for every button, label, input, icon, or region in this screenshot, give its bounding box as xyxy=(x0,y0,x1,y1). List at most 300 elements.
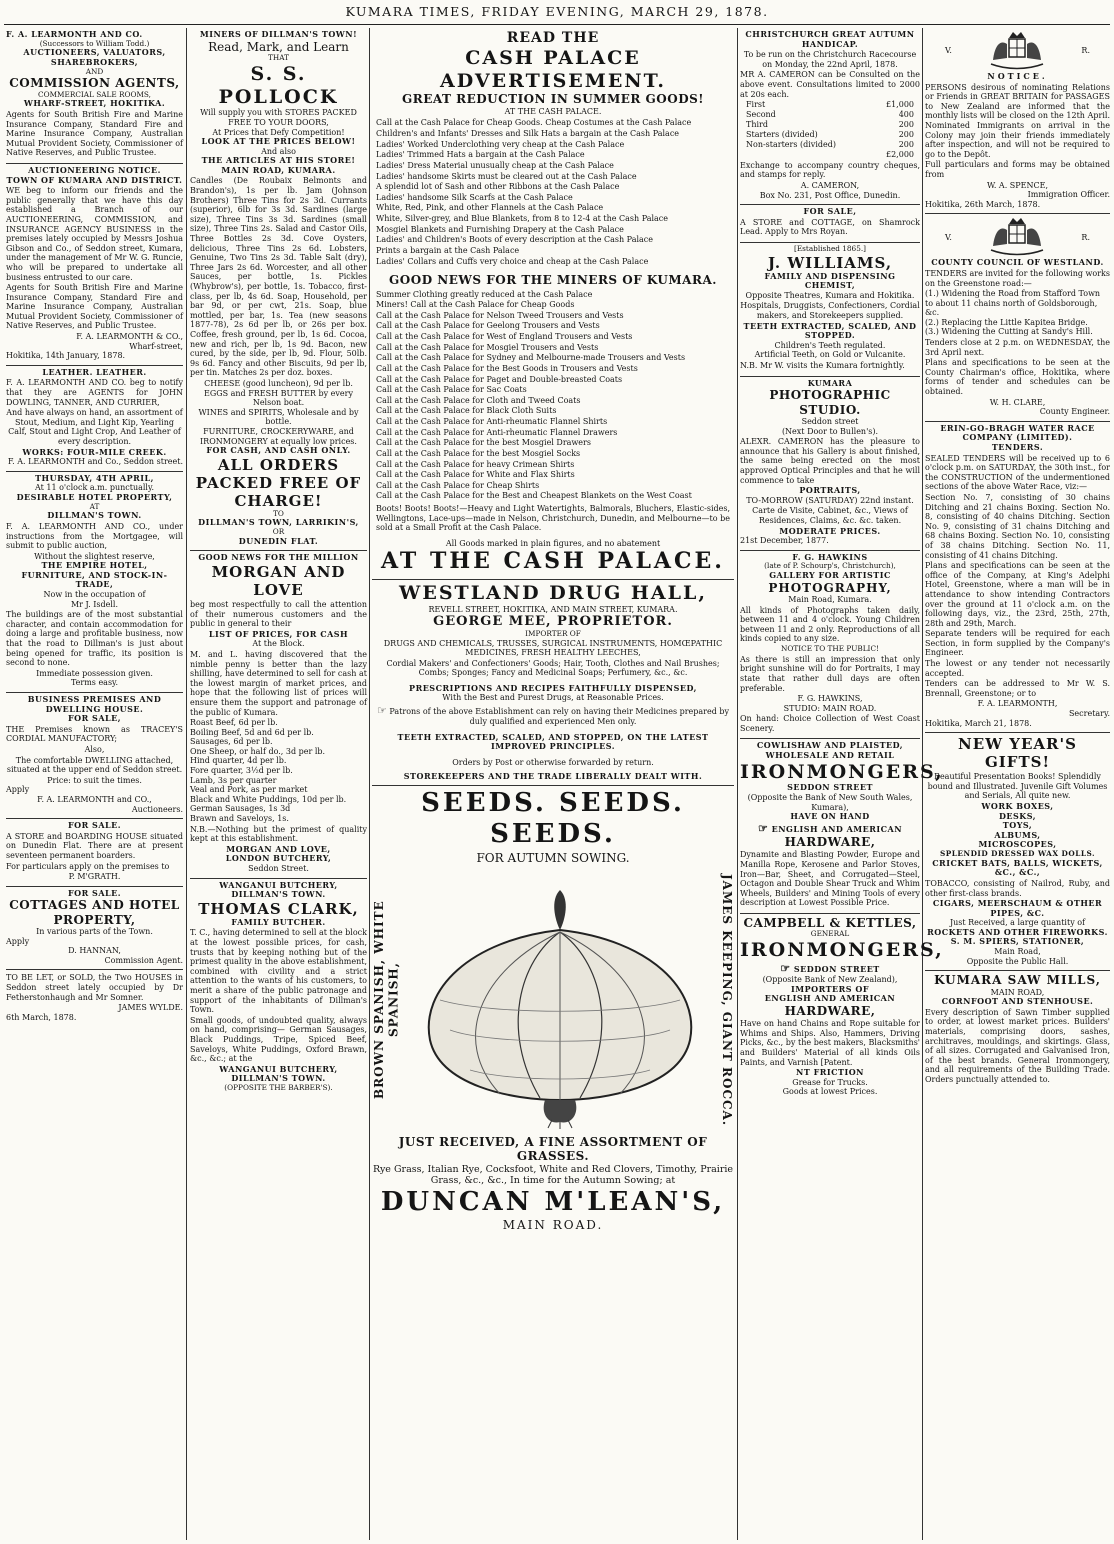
ad-or: OR xyxy=(272,527,285,537)
list-item: Call at the Cash Palace for Nelson Tweed Trousers and Vests xyxy=(376,310,624,320)
ad-title: KUMARA SAW MILLS, xyxy=(934,973,1101,988)
auction-notice xyxy=(6,164,183,366)
meat-price-list xyxy=(190,718,367,824)
ad-title: COUNTY COUNCIL OF WESTLAND. xyxy=(931,257,1104,268)
ad-head: MINERS OF DILLMAN'S TOWN! xyxy=(199,29,358,39)
ad-best-drugs: With the Best and Purest Drugs, at Reasonable Prices. xyxy=(442,693,664,703)
ad-road: Main Road, Kumara. xyxy=(788,595,872,605)
list-item: Call at the Cash Palace for Anti-rheumatic Flannel Shirts xyxy=(376,417,608,427)
column-divider xyxy=(737,28,738,1540)
list-item: Call at the Cash Palace for the best Mosgiel Socks xyxy=(376,448,581,458)
list-item: White, Red, Pink, and other Flannels at the Cash Palace xyxy=(376,203,604,213)
ad-body: Agents for South British Fire and Marine Insurance Company, Standard Fire and Marine Insurance Company, Australian Mutual Provident Society, Commissioner of Native Reserves, and Public Trustee. xyxy=(6,283,183,331)
saw-mills-ad xyxy=(925,971,1110,1089)
ad-eng: ENGLISH AND AMERICAN xyxy=(771,823,903,834)
ad-subtitle: WHOLESALE AND RETAIL xyxy=(765,750,895,761)
ad-signature: Commission Agent. xyxy=(104,955,183,965)
ad-road: MAIN ROAD, KUMARA. xyxy=(221,164,336,175)
ad-eng-line xyxy=(740,822,920,835)
crest-r: R. xyxy=(1081,232,1090,242)
list-item: Call at the Cash Palace for Sydney and Melbourne-made Trousers and Vests xyxy=(376,353,686,363)
ad-title: CAMPBELL & KETTLES, xyxy=(743,915,917,930)
onion-varieties-left: BROWN SPANISH, WHITE SPANISH, xyxy=(372,900,401,1100)
list-item: Ladies' handsome Silk Scarfs at the Cash Palace xyxy=(376,192,573,202)
ad-title: SEEDS. SEEDS. SEEDS. xyxy=(421,788,685,850)
ad-storekeepers: STOREKEEPERS AND THE TRADE LIBERALLY DEALT WITH. xyxy=(403,770,703,781)
ad-body: Have on hand Chains and Rope suitable for Whims and Ships. Also, Hammers, Driving Picks, &c., by the best makers, Blacksmiths' and Builders' Material of all kinds Oils Paints, and Varnish [Patent. xyxy=(740,1019,920,1067)
ad-body: In various parts of the Town. xyxy=(36,927,153,937)
column-1 xyxy=(6,28,183,1540)
pointing-hand-icon: ☞ xyxy=(780,961,791,975)
ad-prescriptions: PRESCRIPTIONS AND RECIPES FAITHFULLY DISPENSED, xyxy=(409,682,697,693)
ad-addressed: Tenders can be addressed to Mr W. S. Brennall, Greenstone; or to xyxy=(925,679,1110,698)
ad-body: T. C., having determined to sell at the block at the lowest possible prices, for cash, trusts that by keeping nothing but of the primest quality in the above establishment, combined with civility and a strict attention to the wants of his customers, to merit a share of the public patronage and support of the inhabitants of Dillman's Town. xyxy=(190,928,367,1015)
ad-signature: WANGANUI BUTCHERY, xyxy=(219,1063,338,1074)
ad-close: Tenders close at 2 p.m. on WEDNESDAY, the 3rd April next. xyxy=(925,338,1110,357)
ad-role: FAMILY BUTCHER. xyxy=(231,916,326,927)
wanganui-butchery-ad xyxy=(190,879,367,1097)
ad-body: And have always on hand, an assortment of Stout, Medium, and Light Kip, Yearling Calf, Stout and Light Crop, And Leather of every description. xyxy=(6,408,183,447)
ad-signature: F. G. HAWKINS, xyxy=(797,694,863,704)
ad-opposite: Opposite the Public Hall. xyxy=(966,956,1069,966)
list-item: Ladies' Trimmed Hats a bargain at the Cash Palace xyxy=(376,150,585,160)
price-list: Candles (De Roubaix Belmonts and Brandon's), 1s per lb. Jam (Johnson Brothers) Three Tins for 2s 3d. Currants (superior), 6lb for 3s 3d. Sardines (large size), Three Tins 3s 3d. Sardines (small size), Three Tins 2s. Salad and Castor Oils, Three Bottles 2s 3d. Cove Oysters, delicious, Three Tins 2s 6d. Lobsters, Genuine, Two Tins 2s 3d. Table Salt (dry), Three Jars 2s 6d. Worcester, and all other Sauces, per bottle, 1s. Pickles (Whybrow's), per bottle, 1s. Tobacco, first-class, per lb, 4s 6d. Soap, Household, per bar 9d, or per cwt, 21s. Soap, blue mottled, per bar, 1s. Tea (new seasons 1877-78), 2s 6d per lb, or 26s per box. Coffee, fresh ground, per lb, 1s 6d. Cocoa, new and rich, per lb, 1s 9d. Bacon, new cured, by the side, per lb, 9d. Flour, 50lb. 9s 6d. Fancy and other Biscuits, 9d per lb, per tin. Matches 2s per doz. boxes. xyxy=(190,176,367,378)
ad-commission: COMMISSION AGENTS, xyxy=(9,76,180,91)
ad-that: THAT xyxy=(268,52,289,62)
hotel-sale-ad xyxy=(6,472,183,693)
williams-chemist-ad xyxy=(740,243,920,377)
ad-body: PERSONS desirous of nominating Relations or Friends in GREAT BRITAIN for PASSAGES to New Zealand are informed that the monthly lists will be closed on the 12th April. Nominated Immigrants on arrival in the Colony may join their friends immediately after inspection, and will not be required to go to the Depôt. xyxy=(925,82,1110,159)
ad-cricket: CRICKET BATS, BALLS, WICKETS, &C., &C., xyxy=(932,857,1103,878)
to-let-ad xyxy=(6,970,183,1026)
ad-autumn: FOR AUTUMN SOWING. xyxy=(476,850,630,865)
ad-body: Dynamite and Blasting Powder, Europe and Manilla Rope, Kerosene and Parlor Stoves, Iron—Bar, Sheet, and Corrugated—Steel, Octagon and Double Shear Truck and Whim Wheels, Builders' and Mining Tools of every description at Lowest Possible Price. xyxy=(740,850,920,908)
ad-grasses: Rye Grass, Italian Rye, Cocksfoot, White and Red Clovers, Timothy, Prairie Grass, &c., &c., In time for the Autumn Sowing; at xyxy=(372,1163,734,1187)
ad-articles: THE ARTICLES AT HIS STORE! xyxy=(201,155,356,166)
ad-rockets: ROCKETS AND OTHER FIREWORKS. xyxy=(927,926,1108,937)
prize-table xyxy=(740,100,920,150)
ad-signature: F. A. LEARMONTH and Co., Seddon street. xyxy=(7,457,183,467)
list-item: Ladies' Worked Underclothing very cheap at the Cash Palace xyxy=(376,139,625,149)
list-item: Call at the Cash Palace for the Best Goods in Trousers and Vests xyxy=(376,363,638,373)
ad-body: COTTAGES AND HOTEL PROPERTY, xyxy=(9,898,180,927)
store-sale-ad xyxy=(6,819,183,887)
ad-sections: Section No. 7, consisting of 30 chains Ditching and 21 chains Boxing. Section No. 8, consisting of 40 chains Ditching. Section No. 9, consisting of 31 chains Ditching and 68 chains Boxing. Section No. 10, consisting of 38 chains Ditching. Section No. 11, consisting of 41 chains Ditching. xyxy=(925,492,1110,560)
photo-studio-ad xyxy=(740,377,920,551)
ad-furniture: FURNITURE, AND STOCK-IN-TRADE, xyxy=(21,569,168,590)
ad-title: FOR SALE. xyxy=(67,820,122,831)
morgan-love-ad xyxy=(190,551,367,878)
prize-amount: £1,000 xyxy=(886,100,914,110)
ad-gallery: GALLERY FOR ARTISTIC xyxy=(769,570,891,581)
learmonth-ad xyxy=(6,28,183,164)
ad-and: AND xyxy=(85,66,104,76)
ad-lowest: The lowest or any tender not necessarily accepted. xyxy=(925,659,1110,678)
ad-hardware: HARDWARE, xyxy=(784,835,876,850)
ad-also: Also, xyxy=(84,744,105,754)
ad-nb: N.B. Mr W. visits the Kumara fortnightly. xyxy=(740,361,905,370)
ad-subtitle: TOWN OF KUMARA AND DISTRICT. xyxy=(6,174,183,185)
price-item: Sausages, 6d per lb. xyxy=(190,737,273,747)
ad-signature: LONDON BUTCHERY, xyxy=(225,853,332,864)
price-item: Hind quarter, 4d per lb. xyxy=(190,756,287,766)
ad-occupant: Mr J. Isdell. xyxy=(70,599,118,609)
list-item: Ladies' Collars and Cuffs very choice and cheap at the Cash Palace xyxy=(376,256,649,266)
ad-on-hand: On hand: Choice Collection of West Coast Scenery. xyxy=(740,714,920,733)
ad-marked: All Goods marked in plain figures, and no abatement xyxy=(445,538,661,548)
list-item: Call at the Cash Palace for Cheap Goods. Cheap Costumes at the Cash Palace xyxy=(376,118,692,128)
prize-row xyxy=(740,130,920,140)
list-item: Prints a bargain at the Cash Palace xyxy=(376,245,520,255)
onion-illustration-row xyxy=(372,865,734,1135)
list-item: Call at the Cash Palace for West of England Trousers and Vests xyxy=(376,332,633,342)
price-item: Black and White Puddings, 10d per lb. xyxy=(190,794,347,804)
ad-role: County Engineer. xyxy=(1039,407,1110,417)
cowlishaw-ad xyxy=(740,739,944,914)
ad-body: Hospitals, Druggists, Confectioners, Cordial makers, and Storekeepers supplied. xyxy=(740,301,920,321)
ad-drugs: DRUGS AND CHEMICALS, TRUSSES, SURGICAL INSTRUMENTS, HOMŒPATHIC MEDICINES, FRESH HEALTHY LEECHES, xyxy=(383,638,723,658)
list-item: Children's and Infants' Dresses and Silk Hats a bargain at the Cash Palace xyxy=(376,129,680,138)
ad-signature: A. CAMERON, xyxy=(800,180,860,190)
ad-time: At 11 o'clock a.m. punctually. xyxy=(34,483,154,493)
ad-title: FOR SALE, xyxy=(803,206,857,217)
prize-label: Starters (divided) xyxy=(746,130,818,140)
ad-body: F. A. LEARMONTH AND CO. beg to notify that they are AGENTS for JOHN DOWLING, TANNER, AND CURRIER, xyxy=(6,378,183,407)
ad-also: And also xyxy=(261,146,296,156)
ad-street: SEDDON STREET xyxy=(793,963,880,974)
ad-signature: Wharf-street, xyxy=(129,341,183,351)
column-divider xyxy=(186,28,187,1540)
ad-body: ALEXR. CAMERON has the pleasure to announce that his Gallery is about finished, the same being erected on the most approved Optical Principles and that he will commence to take xyxy=(740,437,920,485)
ad-orders: ALL ORDERS PACKED FREE OF CHARGE! xyxy=(195,455,362,510)
cash-palace-list xyxy=(372,118,734,267)
list-item: Ladies' Dress Material unusually cheap at the Cash Palace xyxy=(376,160,614,170)
prize-amount: 200 xyxy=(898,120,914,130)
ad-at: AT THE CASH PALACE. xyxy=(504,106,602,116)
ad-street: WHARF-STREET, HOKITIKA. xyxy=(23,98,166,109)
ad-role: Secretary. xyxy=(1068,709,1110,719)
ad-sale: FOR SALE, xyxy=(67,713,122,724)
ad-address: Opposite Theatres, Kumara and Hokitika. xyxy=(745,290,915,300)
ad-tobacco: TOBACCO, consisting of Nailrod, Ruby, and other first-class brands. xyxy=(925,878,1110,898)
campbell-kettles-ad xyxy=(740,914,944,1101)
ad-proprietors: CORNFOOT AND STENHOUSE. xyxy=(941,996,1094,1007)
ad-proprietor: GEORGE MEE, PROPRIETOR. xyxy=(433,614,673,630)
ad-body: MR A. CAMERON can be Consulted on the above event. Consultations limited to 2000 at 20s each. xyxy=(740,70,920,99)
ad-title: BUSINESS PREMISES AND DWELLING HOUSE. xyxy=(27,694,162,714)
ad-toys: TOYS, xyxy=(1002,820,1033,831)
ad-apply: Apply xyxy=(6,936,30,946)
ad-subtitle: (Successors to William Todd.) xyxy=(39,38,150,48)
ad-body: The buildings are of the most substantial character, and contain accommodation for doing a large and profitable business, now that the road to Dillman's is just about being opened for traffic, its position is second to none. xyxy=(6,610,183,668)
ad-list-title: LIST OF PRICES, FOR CASH xyxy=(208,628,349,639)
pollock-ad xyxy=(190,28,367,551)
price-item: Brawn and Saveloys, 1s. xyxy=(190,814,289,824)
ad-body: beg most respectfully to call the attention of their numerous customers and the public in general to their xyxy=(190,599,367,629)
county-council-ad xyxy=(925,214,1110,422)
ad-at: AT xyxy=(89,501,100,511)
ad-separate: Separate tenders will be required for each Section, in form supplied by the Company's Engineer. xyxy=(925,629,1110,658)
ad-body: M. and L. having discovered that the nimble penny is better than the lazy shilling, have determined to sell for cash at the lowest margin of market prices, and hope that the following list of prices will ensure them the support and patronage of the public of Kumara. xyxy=(190,649,367,717)
ad-title: MORGAN AND LOVE xyxy=(211,562,346,599)
prize-label: Second xyxy=(746,110,776,120)
ad-teeth: TEETH EXTRACTED, SCALED, AND STOPPED, ON THE LATEST IMPROVED PRINCIPLES. xyxy=(397,731,709,752)
works-item: (1.) Widening the Road from Stafford Town to about 11 chains north of Goldsborough, &c. xyxy=(925,289,1101,318)
ad-signature: F. A. LEARMONTH, xyxy=(977,699,1058,709)
ad-title: S. S. POLLOCK xyxy=(218,62,339,108)
ad-body: A STORE and COTTAGE, on Shamrock Lead. Apply to Mrs Royan. xyxy=(740,217,920,237)
ad-body: THE Premises known as TRACEY'S CORDIAL MANUFACTORY; xyxy=(6,724,183,744)
ad-boots: Boots! Boots! Boots!—Heavy and Light Watertights, Balmorals, Bluchers, Elastic-sides, Wellingtons, Lace-ups—made in Nelson, Christchurch, Dunedin, and Melbourne—to be sold at a Small Profit at the Cash Palace. xyxy=(376,504,730,533)
drug-hall-ad xyxy=(372,580,734,786)
ad-title: WESTLAND DRUG HALL, xyxy=(399,581,707,604)
ad-work-boxes: WORK BOXES, xyxy=(981,801,1054,811)
ad-body: WE beg to inform our friends and the public generally that we have this day established a Branch of our AUCTIONEERING, COMMISSION, and INSURANCE AGENCY BUSINESS in the premises lately occupied by Messrs Joshua Gibson and Co., of Seddon street, Kumara, under the management of Mr W. G. Runcie, who will be prepared to undertake all business entrusted to our care. xyxy=(6,186,183,282)
ad-body: The comfortable DWELLING attached, situated at the upper end of Seddon street. xyxy=(6,755,183,775)
ad-title: FOR SALE. xyxy=(67,887,122,898)
ad-cordial: Cordial Makers' and Confectioners' Goods; Hair, Tooth, Clothes and Nail Brushes; Combs; Sponges; Fancy and Medicinal Soaps; Perfumery, &c., &c. xyxy=(386,658,720,678)
ad-hotel: THE EMPIRE HOTEL, xyxy=(41,560,148,571)
ad-signature: Seddon Street. xyxy=(248,864,309,874)
crest-r: R. xyxy=(1081,46,1090,56)
ad-body: Every description of Sawn Timber supplied to order, at lowest market prices. Builders' materials, comprising doors, sashes, architraves, mouldings, and skirtings. Glass, of all sizes. Corrugated and Galvanised Iron, of the best brands. General Ironmongery, and all requirements of the Building Trade. Orders punctually attended to. xyxy=(925,1007,1110,1084)
list-item: A splendid lot of Sash and other Ribbons at the Cash Palace xyxy=(376,182,620,192)
works-item: (3.) Widening the Cutting at Sandy's Hill. xyxy=(925,327,1093,337)
list-item: Call at the Cash Palace for Geelong Trousers and Vests xyxy=(376,321,600,331)
ad-signature: W. A. SPENCE, xyxy=(987,180,1048,190)
ad-title: J. WILLIAMS, xyxy=(767,253,893,272)
price-item: Fore quarter, 3½d per lb. xyxy=(190,766,293,776)
immigration-notice xyxy=(925,28,1110,214)
ad-friction: NT FRICTION xyxy=(796,1067,864,1078)
column-2 xyxy=(190,28,367,1540)
ad-eng: ENGLISH AND AMERICAN xyxy=(764,993,896,1004)
ad-eggs: EGGS and FRESH BUTTER by every Nelson boat. xyxy=(203,388,353,408)
ad-signature: Auctioneers. xyxy=(131,804,183,814)
ad-street: Seddon street xyxy=(801,416,859,426)
ad-title: LEATHER. LEATHER. xyxy=(42,366,147,377)
onion-illustration xyxy=(410,870,710,1130)
ad-importer: IMPORTER OF xyxy=(525,628,581,638)
list-item: White, Silver-grey, and Blue Blankets, from 8 to 12-4 at the Cash Palace xyxy=(376,214,669,223)
ad-signature: P. M'GRATH. xyxy=(68,872,121,882)
list-item: Call at the Cash Palace for the Best and Cheapest Blankets on the West Coast xyxy=(376,491,692,501)
prize-row xyxy=(740,100,920,110)
crest-v: V. xyxy=(945,232,952,242)
ad-artificial: Artificial Teeth, on Gold or Vulcanite. xyxy=(754,350,906,360)
ad-established: [Established 1865.] xyxy=(793,243,867,253)
ad-title: DESIRABLE HOTEL PROPERTY, xyxy=(16,491,173,502)
ad-body: F. A. LEARMONTH AND CO., under instructions from the Mortgagee, will submit to public auction, xyxy=(6,521,183,551)
ad-terms: Terms easy. xyxy=(70,678,119,688)
ad-dolls: SPLENDID DRESSED WAX DOLLS. xyxy=(939,848,1096,858)
ad-nb: N.B.—Nothing but the primest of quality kept at this establishment. xyxy=(190,824,367,844)
ad-headline: GOOD NEWS FOR THE MINERS OF KUMARA. xyxy=(389,273,717,288)
pointing-hand-icon: ☞ xyxy=(376,704,387,718)
column-5 xyxy=(925,28,1110,1540)
ad-goods: Goods at lowest Prices. xyxy=(782,1087,878,1097)
ad-dunedin: DUNEDIN FLAT. xyxy=(238,535,319,546)
ad-street: SEDDON STREET xyxy=(787,782,873,793)
prize-total: £2,000 xyxy=(886,150,914,160)
ad-body: All kinds of Photographs taken daily, between 11 and 4 o'clock. Young Children between 11 and 2 only. Reproductions of all kinds copied to any size. xyxy=(740,605,920,644)
list-item: Call at the Cash Palace for White and Flax Shirts xyxy=(376,470,575,480)
prize-row xyxy=(740,120,920,130)
price-item: Boiling Beef, 5d and 6d per lb. xyxy=(190,727,314,737)
ad-headline: GREAT REDUCTION IN SUMMER GOODS! xyxy=(401,92,705,107)
ad-plans: Plans and specifications to be seen at the County Chairman's office, Hokitika, where forms of tender and schedules can be obtained. xyxy=(925,358,1110,397)
list-item: Ladies' handsome Skirts must be cleared out at the Cash Palace xyxy=(376,171,637,181)
prize-label: Non-starters (divided) xyxy=(746,140,836,150)
ad-rooms: COMMERCIAL SALE ROOMS, xyxy=(38,89,151,99)
masthead: KUMARA TIMES, FRIDAY EVENING, MARCH 29, 1878. xyxy=(345,4,769,19)
ad-head: KUMARA xyxy=(807,377,853,388)
list-item: Summer Clothing greatly reduced at the Cash Palace xyxy=(376,289,593,299)
ad-just: Just Received, a large quantity of xyxy=(949,918,1086,928)
ad-patrons: Patrons of the above Establishment can rely on having their Medicines prepared by duly qualified and experienced Men only. xyxy=(389,707,730,727)
ad-patrons-line xyxy=(372,704,734,727)
ad-title: NEW YEAR'S GIFTS! xyxy=(958,735,1077,772)
ad-body: TO BE LET, or SOLD, the Two HOUSES in Seddon street lately occupied by Dr Fetherstonhaugh and Mr Somner. xyxy=(6,973,183,1002)
crest-row xyxy=(925,216,1110,258)
ad-general: GENERAL xyxy=(810,929,850,939)
ad-hardware: HARDWARE, xyxy=(784,1003,876,1018)
ad-signature: D. HANNAN, xyxy=(68,946,121,956)
ad-body: A STORE and BOARDING HOUSE situated on Dunedin Flat. There are at present seventeen permanent boarders. xyxy=(6,831,183,860)
seeds-ad xyxy=(372,786,734,1236)
ad-title: F. A. LEARMONTH AND CO. xyxy=(6,29,143,39)
price-item: Roast Beef, 6d per lb. xyxy=(190,718,278,728)
ad-signature: S. M. SPIERS, STATIONER, xyxy=(950,936,1085,947)
ad-tomorrow: TO-MORROW (SATURDAY) 22nd instant. xyxy=(746,495,914,505)
ad-possession: Immediate possession given. xyxy=(36,668,153,678)
ad-body: To be run on the Christchurch Racecourse on Monday, the 22nd April, 1878. xyxy=(743,50,917,69)
works-item: (2.) Replacing the Little Kapitea Bridge. xyxy=(925,317,1088,327)
prize-label: First xyxy=(746,100,766,110)
ad-date: Hokitika, March 21, 1878. xyxy=(925,718,1032,728)
prize-row xyxy=(740,140,920,150)
ad-place: DILLMAN'S TOWN. xyxy=(47,510,142,521)
ad-works: WORKS: FOUR-MILE CREEK. xyxy=(22,446,167,457)
list-item: Mosgiel Blankets and Furnishing Drapery at the Cash Palace xyxy=(376,224,624,234)
list-item: Ladies' and Children's Boots of every description at the Cash Palace xyxy=(376,235,653,245)
ad-head: GOOD NEWS FOR THE MILLION xyxy=(198,552,359,563)
ad-cash: FOR CASH, AND CASH ONLY. xyxy=(206,445,351,456)
ad-opposite: (Opposite Bank of New Zealand), xyxy=(762,975,898,985)
ad-title: NOTICE. xyxy=(987,71,1048,81)
column-3 xyxy=(372,28,734,1540)
ad-body: SEALED TENDERS will be received up to 6 o'clock p.m. on SATURDAY, the 30th inst., for the CONSTRUCTION of the undermentioned sections of the above Water Race, viz:— xyxy=(925,453,1110,492)
ad-date: Hokitika, 26th March, 1878. xyxy=(925,199,1041,209)
ad-desks: DESKS, xyxy=(998,810,1037,821)
prize-amount: 200 xyxy=(898,130,914,140)
ad-photography: PHOTOGRAPHY, xyxy=(768,580,892,595)
prize-row xyxy=(740,110,920,120)
ad-body: Small goods, of undoubted quality, always on hand, comprising— German Sausages, Black Puddings, Tripe, Spiced Beef, Saveloys, White Puddings, Oxford Brawn, &c., &c.; at the xyxy=(190,1015,367,1064)
ad-microscopes: MICROSCOPES, xyxy=(978,839,1057,850)
leather-ad xyxy=(6,366,183,472)
ad-teeth: TEETH EXTRACTED, SCALED, AND STOPPED. xyxy=(743,320,917,341)
ad-ironmongers: IRONMONGERS, xyxy=(740,760,944,783)
ad-signature: JAMES WYLDE. xyxy=(118,1003,183,1013)
ad-cartes: Carte de Visite, Cabinet, &c., Views of Residences, Claims, &c. &c. taken. xyxy=(752,506,908,525)
ad-exchange: Exchange to accompany country cheques, and stamps for reply. xyxy=(740,160,920,180)
ad-reserve: Without the slightest reserve, xyxy=(34,551,155,561)
list-item: Call at the Cash Palace for the best Mosgiel Drawers xyxy=(376,438,591,448)
ad-body: As there is still an impression that only bright sunshine will do for Portraits, I may state that rather dull days are often preferable. xyxy=(740,654,920,693)
ad-have: HAVE ON HAND xyxy=(790,811,870,822)
ad-places: DILLMAN'S TOWN, LARRIKIN'S, xyxy=(198,517,359,528)
list-item: Call at the Cash Palace for Paget and Double-breasted Coats xyxy=(376,374,623,384)
ad-role: Immigration Officer. xyxy=(1027,190,1110,200)
ad-tenders: TENDERS. xyxy=(991,442,1044,452)
ad-studio: STUDIO: MAIN ROAD. xyxy=(783,703,877,713)
ad-subtitle: (late of P. Schourp's, Christchurch), xyxy=(764,561,896,571)
ad-title: F. G. HAWKINS xyxy=(792,551,868,562)
ad-body: TENDERS are invited for the following works on the Greenstone road:— xyxy=(925,268,1110,288)
top-rule xyxy=(4,24,1110,25)
ad-title: THOMAS CLARK, xyxy=(198,899,359,918)
ad-road: Main Road, xyxy=(994,947,1041,957)
ad-date: THURSDAY, 4TH APRIL, xyxy=(35,472,154,483)
ad-price: Price: to suit the times. xyxy=(47,775,142,785)
ad-role: FAMILY AND DISPENSING CHEMIST, xyxy=(764,270,896,291)
ad-signature: W. H. CLARE, xyxy=(989,397,1046,407)
onion-varieties-right: JAMES KEEPING, GIANT ROCCA. xyxy=(719,873,734,1127)
price-item: Veal and Pork, as per market xyxy=(190,785,308,795)
list-item: Call at the Cash Palace for Anti-rheumatic Flannel Drawers xyxy=(376,427,618,437)
ad-date: Hokitika, 14th January, 1878. xyxy=(6,351,126,361)
list-item: Call at the Cash Palace for heavy Crimean Shirts xyxy=(376,459,575,469)
store-cottage-ad xyxy=(740,205,920,243)
ad-apply: Apply xyxy=(6,785,30,795)
ad-ironmongers: IRONMONGERS, xyxy=(740,939,944,962)
ad-body: Agents for South British Fire and Marine Insurance Company, Standard Fire and Marine Insurance Company, Australian Mutual Provident Society, Commissioner of Native Reserves, and Public Trustee. xyxy=(6,110,183,158)
ad-street-line xyxy=(740,962,920,975)
ad-body: For particulars apply on the premises to xyxy=(6,861,170,871)
ad-address: REVELL STREET, HOKITIKA, AND MAIN STREET, KUMARA. xyxy=(428,604,678,614)
ad-portraits: PORTRAITS, xyxy=(799,485,861,496)
column-4 xyxy=(740,28,944,1540)
crest-v: V. xyxy=(945,46,952,56)
ad-signature: F. A. LEARMONTH & CO., xyxy=(76,332,183,342)
hawkins-ad xyxy=(740,551,920,740)
ad-at: At the Block. xyxy=(252,639,305,649)
ad-signature: DILLMAN'S TOWN. xyxy=(231,1073,326,1084)
royal-crest-icon xyxy=(987,30,1047,72)
list-item: Call at the Cash Palace for Mosgiel Trousers and Vests xyxy=(376,342,599,352)
list-item: Call at the Cash Palace for Black Cloth Suits xyxy=(376,406,557,416)
price-item: Lamb, 3s per quarter xyxy=(190,775,277,785)
column-divider xyxy=(369,28,370,1540)
business-premises-ad xyxy=(6,693,183,819)
ad-just-received: JUST RECEIVED, A FINE ASSORTMENT OF GRASSES. xyxy=(398,1135,708,1164)
ad-head: WANGANUI BUTCHERY, DILLMAN'S TOWN. xyxy=(219,879,338,900)
prize-label: Third xyxy=(746,120,768,130)
ad-moderate: MODERATE PRICES. xyxy=(779,525,881,536)
ad-occupation: Now in the occupation of xyxy=(43,590,146,600)
ad-supply: Will supply you with STORES PACKED FREE TO YOUR DOORS, xyxy=(200,108,357,127)
ad-signature: (OPPOSITE THE BARBER'S). xyxy=(224,1082,333,1092)
ad-title: CASH PALACE ADVERTISEMENT. xyxy=(440,46,666,92)
ad-title: PHOTOGRAPHIC STUDIO. xyxy=(769,388,891,417)
price-item: German Sausages, 1s 3d xyxy=(190,804,291,814)
ad-orders: Orders by Post or otherwise forwarded by return. xyxy=(452,758,654,768)
ad-title: CHRISTCHURCH GREAT AUTUMN HANDICAP. xyxy=(745,29,915,49)
works-list xyxy=(925,289,1110,337)
ad-albums: ALBUMS, xyxy=(994,829,1041,840)
ad-roles: AUCTIONEERS, VALUATORS, SHAREBROKERS, xyxy=(23,47,166,67)
